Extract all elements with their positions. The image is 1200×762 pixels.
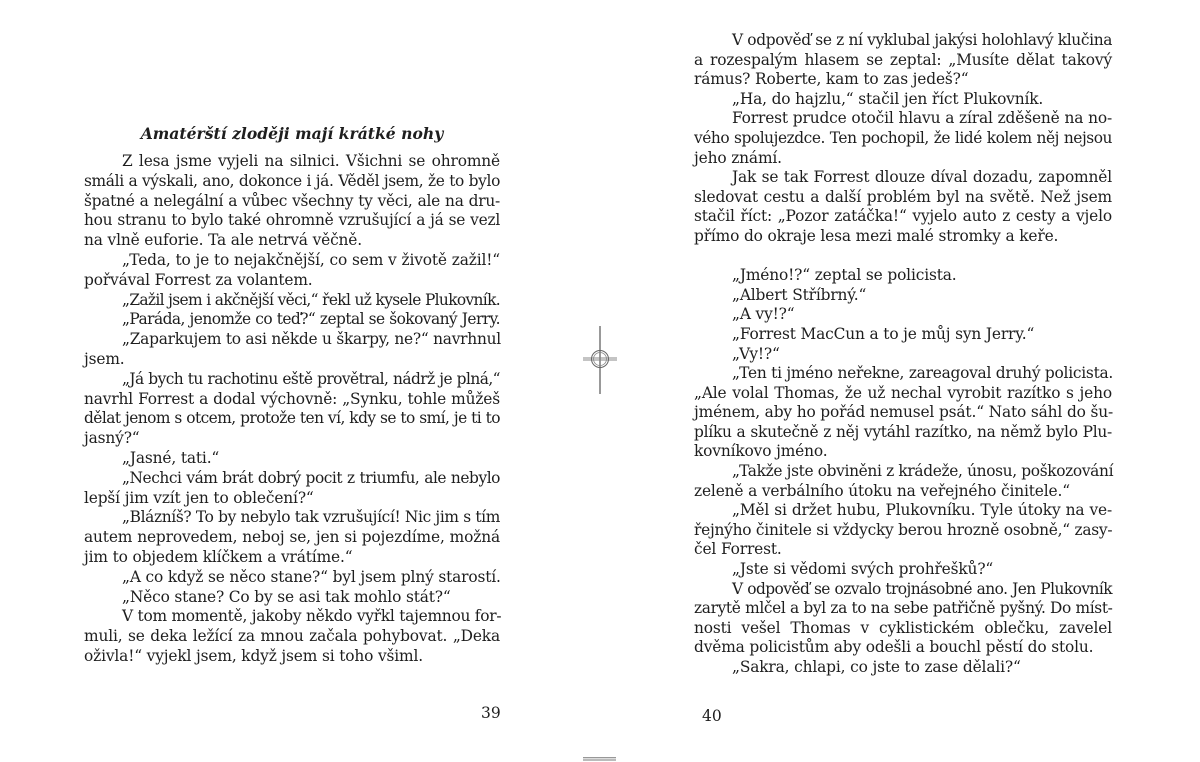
text-line: jménem, aby ho pořád nemusel psát.“ Nato sáhl do šu- xyxy=(694,403,1114,422)
page-number-right: 40 xyxy=(702,707,722,725)
text-line: navrhl Forrest a dodal výchovně: „Synku, tohle můžeš xyxy=(84,389,500,408)
text-line: V odpověď se ozvalo trojnásobné ano. Jen Plukovník xyxy=(732,579,1112,598)
text-line: „Nechci vám brát dobrý pocit z triumfu, ale nebylo xyxy=(122,468,500,487)
text-line: „Zaparkujem to asi někde u škarpy, ne?“ navrhnul xyxy=(122,330,501,349)
text-line: zarytě mlčel a byl za to na sebe patřičně pyšný. Do míst- xyxy=(694,599,1113,618)
text-line: V odpověď se z ní vyklubal jakýsi holohlavý klučina xyxy=(732,31,1113,49)
text-line: hou stranu to bylo také ohromně vzrušující a já se vezl xyxy=(84,211,500,230)
text-line: „Jste si vědomi svých prohřešků?“ xyxy=(732,560,994,579)
text-line: „Takže jste obviněni z krádeže, únosu, poškozování xyxy=(732,462,1114,481)
fold-mark-icon xyxy=(583,757,616,761)
text-line: Jak se tak Forrest dlouze díval dozadu, zapomněl xyxy=(732,168,1112,187)
text-line: „Vy!?“ xyxy=(732,344,780,363)
text-line: „Já bych tu rachotinu eště provětral, nádrž je plná,“ xyxy=(122,369,500,388)
text-line: pořvával Forrest za volantem. xyxy=(84,270,313,289)
text-line: muli, se deka ležící za mnou začala pohybovat. „Deka xyxy=(84,627,500,646)
text-line: „Paráda, jenomže co teď?“ zeptal se šokovaný Jerry. xyxy=(122,310,500,329)
text-line: stačil říct: „Pozor zatáčka!“ vyjelo auto z cesty a vjelo xyxy=(694,207,1112,226)
text-line: oživla!“ vyjekl jsem, když jsem si toho všiml. xyxy=(84,646,423,665)
text-line: nosti vešel Thomas v cyklistickém oblečku, zavelel xyxy=(694,618,1112,637)
text-line: „Teda, to je to nejakčnější, co sem v životě zažil!“ xyxy=(122,250,500,269)
text-line: rámus? Roberte, kam to zas jedeš?“ xyxy=(694,70,969,89)
text-line: „Sakra, chlapi, co jste to zase dělali?“ xyxy=(732,658,1021,676)
text-line: „Blázníš? To by nebylo tak vzrušující! Nic jim s tím xyxy=(122,508,500,527)
registration-mark-icon xyxy=(580,324,620,396)
text-line: čel Forrest. xyxy=(694,540,782,559)
right-page-text xyxy=(694,31,1112,678)
text-line: autem neprovedem, neboj se, jen si pojezdíme, možná xyxy=(84,528,500,547)
text-line: přímo do okraje lesa mezi malé stromky a keře. xyxy=(694,226,1059,245)
right-page xyxy=(600,0,1200,762)
text-line: „Zažil jsem i akčnější věci,“ řekl už kysele Plukovník. xyxy=(122,290,500,309)
text-line: sledovat cestu a další problém byl na světě. Než jsem xyxy=(694,187,1112,206)
text-line: „Měl si držet hubu, Plukovníku. Tyle útoky na ve- xyxy=(732,501,1112,520)
paragraph-gap xyxy=(694,247,1112,267)
text-line: V tom momentě, jakoby někdo vyřkl tajemnou for- xyxy=(122,607,502,626)
text-line: vého spolujezdce. Ten pochopil, že lidé kolem něj nejsou xyxy=(694,128,1112,147)
text-line: „Ha, do hajzlu,“ stačil jen říct Plukovník. xyxy=(732,89,1044,108)
text-line: „A vy!?“ xyxy=(732,305,795,324)
text-line: plíku a skutečně z něj vytáhl razítko, na němž bylo Plu- xyxy=(694,422,1112,441)
text-line: „Něco stane? Co by se asi tak mohlo stát?“ xyxy=(122,587,451,606)
text-line: špatné a nelegální a vůbec všechny ty věci, ale na dru- xyxy=(84,191,500,210)
text-line: jasný?“ xyxy=(84,429,140,448)
text-line: „Albert Stříbrný.“ xyxy=(732,285,867,304)
text-line: lepší jim vzít jen to oblečení?“ xyxy=(84,488,314,507)
text-line: „Jméno!?“ zeptal se policista. xyxy=(732,266,957,285)
text-line: na vlně euforie. Ta ale netrvá věčně. xyxy=(84,231,363,250)
text-line: „Ten ti jméno neřekne, zareagoval druhý policista. xyxy=(732,364,1114,383)
text-line: „Ale volal Thomas, že už nechal vyrobit razítko s jeho xyxy=(694,383,1112,402)
text-line: „Forrest MacCun a to je můj syn Jerry.“ xyxy=(732,324,1035,343)
text-line: dvěma policistům aby odešli a bouchl pěstí do stolu. xyxy=(694,638,1094,657)
text-line: jsem. xyxy=(84,349,125,368)
text-line: Z lesa jsme vyjeli na silnici. Všichni se ohromně xyxy=(122,152,500,170)
text-line: kovníkovo jméno. xyxy=(694,442,828,461)
text-line: jeho známí. xyxy=(694,148,782,167)
page-number-left: 39 xyxy=(481,704,501,722)
text-line: jim to objedem klíčkem a vrátíme.“ xyxy=(84,547,353,566)
text-line: dělat jenom s otcem, protože ten ví, kdy se to smí, je ti to xyxy=(84,409,500,428)
text-line: Forrest prudce otočil hlavu a zíral zděšeně na no- xyxy=(732,109,1112,128)
text-line: zeleně a verbálního útoku na veřejného činitele.“ xyxy=(694,481,1070,500)
left-page-text xyxy=(84,152,500,667)
text-line: „Jasné, tati.“ xyxy=(122,448,220,467)
text-line: a rozespalým hlasem se zeptal: „Musíte dělat takový xyxy=(694,50,1112,69)
text-line: smáli a výskali, ano, dokonce i já. Věděl jsem, že to bylo xyxy=(84,171,500,190)
chapter-title: Amatérští zloději mají krátké nohy xyxy=(140,124,444,143)
text-line: „A co když se něco stane?“ byl jsem plný starostí. xyxy=(122,567,501,586)
text-line: řejnýho činitele si vždycky berou hrozně osobně,“ zasy- xyxy=(694,520,1113,539)
